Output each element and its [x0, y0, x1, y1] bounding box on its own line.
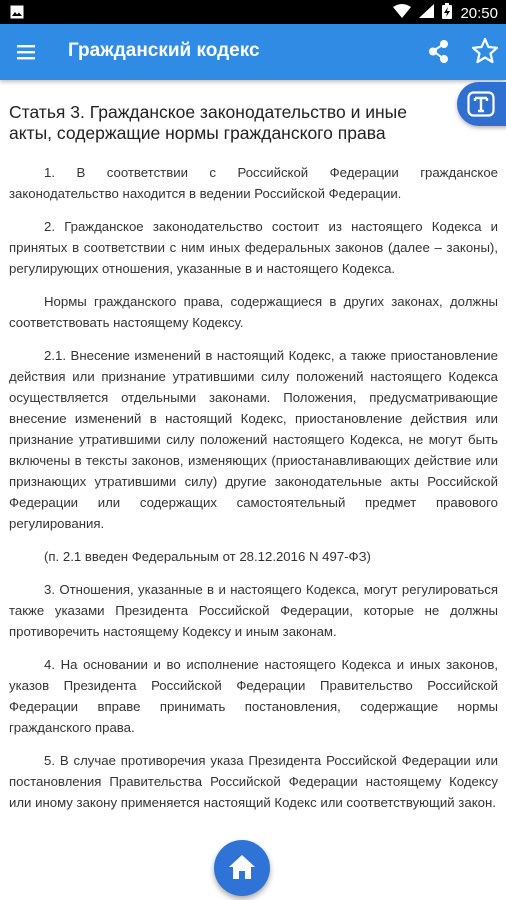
- home-icon: [228, 853, 256, 881]
- article-title: Статья 3. Гражданское законодательство и иные акты, содержащие нормы гражданского права: [9, 102, 407, 143]
- app-bar: [0, 24, 506, 80]
- article-paragraph: 4. На основании и во исполнение настоящего Кодекса и иных законов, указов Президента Российской Федерации Правительство Российской Федерации вправе принимать постановления, содержащие нормы гражданского права.: [9, 657, 498, 735]
- status-indicators: [393, 3, 498, 24]
- article-paragraph: 2.1. Внесение изменений в настоящий Кодекс, а также приостановление действия или признание утратившими силу положений настоящего Кодекса осуществляется отдельными законами. Положения, предусматривающие внесение изменений в настоящий Кодекс, приостановление действия или признание утратившими силу положений настоящего Кодекса, не могут быть включены в тексты законов, изменяющих (приостанавливающих действие или признающих утратившими силу) другие законодательные акты Российской Федерации или содержащих самостоятельный предмет правового регулирования.: [9, 348, 498, 531]
- article-paragraph: (п. 2.1 введен Федеральным от 28.12.2016 N 497-ФЗ): [44, 549, 371, 564]
- star-outline-icon[interactable]: [470, 36, 500, 66]
- article-paragraph: 5. В случае противоречия указа Президента Российской Федерации или постановления Правительства Российской Федерации настоящему Кодексу или иному закону применяется настоящий Кодекс или соответствующий закон.: [9, 753, 498, 810]
- text-size-icon: [467, 91, 495, 117]
- wifi-icon: [393, 4, 411, 23]
- article-content[interactable]: [0, 80, 506, 900]
- status-time: 20:50: [460, 5, 498, 22]
- image-notification-icon: [10, 5, 24, 24]
- cellular-signal-icon: [419, 4, 434, 23]
- battery-charging-icon: [442, 3, 452, 24]
- home-button[interactable]: [214, 840, 270, 896]
- article-paragraph: Нормы гражданского права, содержащиеся в других законах, должны соответствовать настоящему Кодексу.: [9, 294, 498, 330]
- share-icon[interactable]: [424, 37, 454, 67]
- hamburger-menu-icon[interactable]: [14, 38, 42, 66]
- article-paragraph: 3. Отношения, указанные в и настоящего Кодекса, могут регулироваться также указами Президента Российской Федерации, которые не должны противоречить настоящему Кодексу и иным законам.: [9, 582, 498, 639]
- article-paragraph: 1. В соответствии с Российской Федерации гражданское законодательство находится в ведении Российской Федерации.: [9, 165, 498, 201]
- article-paragraph: 2. Гражданское законодательство состоит из настоящего Кодекса и принятых в соответствии с ним иных федеральных законов (далее – законы), регулирующих отношения, указанные в и настоящего Кодекса.: [9, 219, 498, 276]
- status-bar: [0, 0, 506, 24]
- app-title: Гражданский кодекс: [68, 40, 260, 61]
- font-size-button[interactable]: [457, 82, 506, 126]
